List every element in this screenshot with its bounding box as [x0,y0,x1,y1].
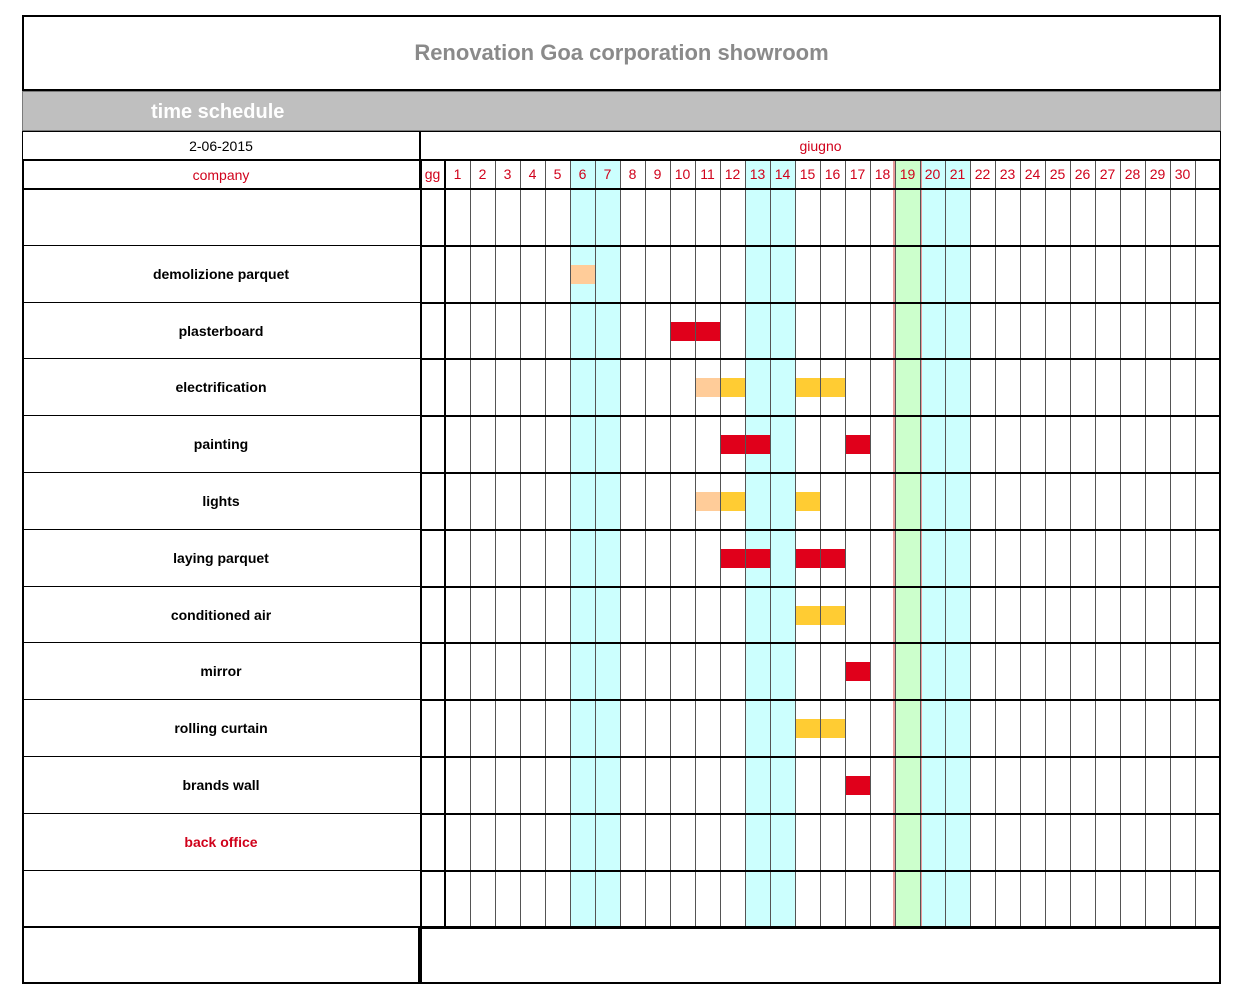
row-line-right [420,358,1221,360]
day-header: 14 [774,166,791,182]
day-header: 30 [1174,166,1191,182]
section-banner: time schedule [22,91,1221,131]
row-line-right [420,415,1221,417]
task-bar [845,776,870,795]
day-header: 26 [1074,166,1091,182]
header-line [420,160,1221,161]
day-header: 28 [1124,166,1141,182]
row-line-right [420,642,1221,644]
task-bar [845,662,870,681]
task-bar [745,435,770,454]
day-header: 8 [628,166,637,182]
row-line-right [420,245,1221,247]
day-header: 4 [528,166,537,182]
task-bar [745,549,770,568]
task-bar [720,492,745,511]
task-bar [820,549,845,568]
row-line-right [420,870,1221,872]
row-line-right [420,756,1221,758]
day-header: 17 [849,166,866,182]
task-bar [695,378,720,397]
row-line-left [22,926,420,927]
task-bar [720,378,745,397]
task-bar [795,492,820,511]
day-header: 5 [553,166,562,182]
day-header: 29 [1149,166,1166,182]
day-header: 10 [674,166,691,182]
row-line-right [420,302,1221,304]
task-bar [570,265,595,284]
task-bar [720,549,745,568]
task-label: painting [193,436,249,453]
day-header: 27 [1099,166,1116,182]
row-line-right [420,586,1221,588]
row-line-right [420,813,1221,815]
date-cell: 2-06-2015 [22,131,420,160]
task-label [22,871,420,928]
day-header: 21 [949,166,966,182]
task-bar [795,378,820,397]
task-label: mirror [200,663,242,680]
day-header: 13 [749,166,766,182]
document-title: Renovation Goa corporation showroom [22,15,1221,91]
footer-right-cell [420,927,1221,984]
day-header: 6 [578,166,587,182]
gg-header: gg [424,166,441,182]
day-header: 11 [700,166,715,182]
task-label [22,189,420,246]
task-bar [695,322,720,341]
company-header: company [22,160,420,189]
task-bar [795,606,820,625]
task-bar [695,492,720,511]
day-header: 9 [653,166,662,182]
task-label: back office [184,833,258,850]
task-bar [720,435,745,454]
day-header: 7 [603,166,612,182]
month-cell: giugno [420,131,1221,160]
task-label: plasterboard [178,322,264,339]
task-bar [795,719,820,738]
task-label: laying parquet [173,549,269,566]
day-header: 3 [503,166,512,182]
day-header: 23 [999,166,1016,182]
day-header: 18 [874,166,891,182]
row-line-right [420,529,1221,531]
day-header: 15 [799,166,816,182]
day-header: 25 [1049,166,1066,182]
day-header: 20 [924,166,941,182]
task-bar [820,378,845,397]
task-bar [670,322,695,341]
task-label: demolizione parquet [152,265,290,282]
row-line-right [420,699,1221,701]
day-header: 2 [478,166,487,182]
task-label: electrification [175,379,267,396]
task-label: rolling curtain [174,720,268,737]
task-label: conditioned air [170,606,272,623]
row-line-right [420,472,1221,474]
footer-left-cell [22,927,420,984]
task-label: brands wall [182,777,260,793]
task-bar [820,719,845,738]
task-bar [820,606,845,625]
task-bar [845,435,870,454]
day-header: 24 [1024,166,1041,182]
day-header: 22 [974,166,991,182]
day-header: 12 [724,166,741,182]
day-header: 16 [824,166,841,182]
day-header: 19 [899,166,916,182]
task-bar [795,549,820,568]
task-label: lights [202,493,240,509]
day-header: 1 [453,166,462,182]
row-line-right [420,926,1221,928]
